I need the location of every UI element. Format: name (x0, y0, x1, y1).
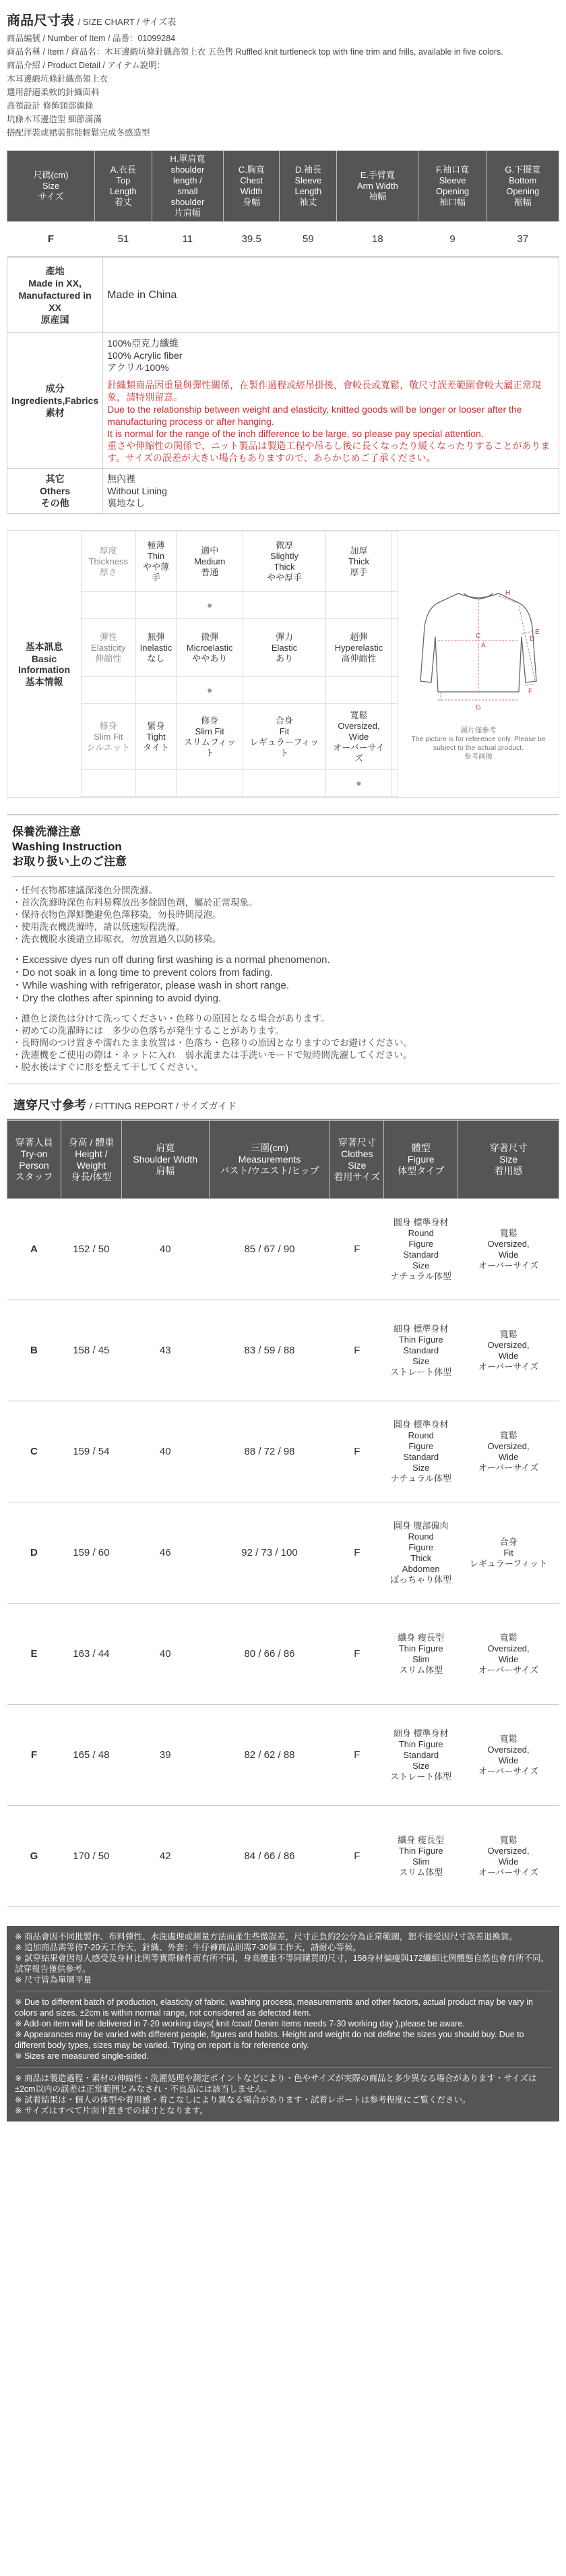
sweater-diagram (411, 566, 546, 722)
washing-line-jp: ・長時間のつけ置きや濡れたまま放置は・色落ち・色移りの原因となりますのでお避けください。 (12, 1038, 412, 1048)
dimension-letter: H (505, 589, 511, 597)
thickness-indicator (135, 592, 177, 619)
elasticity-label: 彈性 Elasticity 伸縮性 (82, 619, 135, 677)
size-header-cell: H.單肩寬 shoulder length / small shoulder 片肩幅 (152, 151, 223, 222)
product-detail-line: 搭配洋裝或裙裝都能輕鬆完成冬感造型 (7, 128, 150, 138)
product-detail-label: 商品介紹 / Product Detail / アイテム說明： (7, 61, 166, 70)
fitting-header-cell: 穿著尺寸 Size 着用感 (458, 1121, 559, 1199)
thickness-indicator (177, 592, 243, 619)
fitting-person-cell: G (7, 1806, 61, 1907)
dimension-line (499, 596, 517, 603)
notes-jp (15, 2073, 551, 2116)
diagram-note: 圖片僅參考 The picture is for reference only. Please be subject to the actual product. 参考画像 (411, 726, 546, 761)
fitting-value-cell: 42 (121, 1806, 209, 1907)
dimension-letter: A (481, 642, 486, 649)
fitting-value-cell: 寬鬆 Oversized, Wide オーバーサイズ (458, 1199, 559, 1300)
fitting-value-cell: 88 / 72 / 98 (209, 1401, 330, 1502)
fitting-value-cell: 83 / 59 / 88 (209, 1300, 330, 1401)
note-line: ※ 尺寸皆為單層平量 (15, 1975, 92, 1985)
note-line-en: ※ Appearances may be varied with different people, figures and habits. Height and weight do not define the sizes you should buy. Due to different body types, sizes may be varied. Trying on report is for reference only. (15, 2030, 524, 2050)
fitting-body (7, 1199, 559, 1907)
fit-option: 緊身 Tight タイト (135, 704, 177, 770)
notes-box (7, 1926, 559, 2121)
elasticity-indicator (326, 677, 392, 704)
washing-line-en: ・Excessive dyes run off during first washing is a normal phenomenon. (12, 954, 330, 966)
washing-line-jp: ・濃色と淡色は分けて洗ってください・色移りの原因となる場合があります。 (12, 1014, 330, 1024)
size-chart-title (7, 13, 176, 28)
others-list (107, 473, 555, 509)
fitting-value-cell: 84 / 66 / 86 (209, 1806, 330, 1907)
composition-line: 100%亞克力纖維 (107, 338, 179, 349)
size-value-cell: 9 (418, 222, 486, 257)
washing-line-en: ・Do not soak in a long time to prevent colors from fading. (12, 967, 273, 978)
size-header-cell: G.下擺寬 Bottom Opening 裾幅 (486, 151, 559, 222)
washing-title: 保養洗滌注意 Washing Instruction お取り扱い上のご注意 (12, 825, 127, 868)
fitting-value-cell: 159 / 60 (61, 1502, 121, 1604)
washing-line-jp: ・脱水後はすぐに形を整えて干してください。 (12, 1062, 203, 1072)
thickness-option: 微厚 Slightly Thick やや厚手 (243, 531, 326, 592)
fitting-value-cell: 163 / 44 (61, 1604, 121, 1705)
fitting-value-cell: 152 / 50 (61, 1199, 121, 1300)
composition-list (107, 337, 555, 374)
others-value (103, 469, 559, 514)
others-line: 無內裡 (107, 473, 136, 484)
note-line: ※ 追加商品需等待7-20天工作天，針織、外套：牛仔褲商品則需7-30個工作天，請耐心等候。 (15, 1943, 361, 1952)
size-label-cell: F (7, 222, 95, 257)
dimension-line (522, 631, 532, 634)
fitting-value-cell: 圓身 標準身材 Round Figure Standard Size ナチュラル体型 (384, 1199, 458, 1300)
fitting-header-cell: 身高 / 體重 Height / Weight 身長/体型 (61, 1121, 121, 1199)
dimension-letter: G (476, 704, 481, 711)
fitting-person-cell: B (7, 1300, 61, 1401)
basic-info-label: 基本訊息 Basic Information 基本情報 (7, 531, 82, 798)
size-chart-header (0, 0, 566, 29)
fitting-value-cell: 159 / 54 (61, 1401, 121, 1502)
washing-line: ・首次洗滌時深色布料易釋放出多餘固色劑，屬於正常現象。 (12, 898, 258, 908)
composition-value (103, 333, 559, 469)
washing-line-en: ・Dry the clothes after spinning to avoid dying. (12, 993, 222, 1004)
fitting-value-cell: 43 (121, 1300, 209, 1401)
fitting-value-cell: F (330, 1401, 384, 1502)
dimension-letter: E (535, 628, 540, 636)
fitting-title-text: 適穿尺寸參考 (13, 1099, 86, 1112)
fitting-header-row (7, 1121, 559, 1199)
fitting-value-cell: F (330, 1502, 384, 1604)
fitting-value-cell: 92 / 73 / 100 (209, 1502, 330, 1604)
composition-line: アクリル100% (107, 362, 169, 373)
fitting-header-cell: 肩寬 Shoulder Width 肩幅 (121, 1121, 209, 1199)
elasticity-indicator (177, 677, 243, 704)
size-header-cell: D.袖長 Sleeve Length 袖丈 (280, 151, 337, 222)
fitting-table (7, 1120, 559, 1907)
washing-line: ・洗衣機脫水後請立即晾衣，勿放置過久以防移染。 (12, 934, 222, 944)
elasticity-indicator (243, 677, 326, 704)
note-line: ※ 試穿結果會因每人感受及身材比例等實際條件而有所不同，身高體重不等同購買的尺寸，158身材偏瘦與172纖細比例體態自然也會有所不同，試穿報告僅供參考。 (15, 1954, 550, 1974)
product-detail-list (7, 72, 559, 140)
fitting-row (7, 1502, 559, 1604)
product-detail-line: 木耳邊緞坑條針織高領上衣 (7, 74, 108, 84)
fitting-row (7, 1401, 559, 1502)
fitting-row (7, 1806, 559, 1907)
title-text: 商品尺寸表 (7, 13, 74, 28)
washing-instruction (7, 814, 559, 1084)
fitting-value-cell: 40 (121, 1401, 209, 1502)
fitting-value-cell: F (330, 1705, 384, 1806)
thickness-option: 極薄 Thin やや薄手 (135, 531, 177, 592)
fitting-person-cell: F (7, 1705, 61, 1806)
elasticity-spacer (391, 677, 398, 704)
title-subtitle: / SIZE CHART / サイズ表 (77, 17, 177, 27)
fitting-value-cell: 寬鬆 Oversized, Wide オーバーサイズ (458, 1705, 559, 1806)
others-line: 裏地なし (107, 498, 146, 508)
fit-option: 寬鬆 Oversized, Wide オーバーサイズ (326, 704, 392, 770)
product-number: 商品編號 / Number of Item / 品番：01099284 (7, 34, 176, 43)
fitting-value-cell: 170 / 50 (61, 1806, 121, 1907)
fitting-row (7, 1604, 559, 1705)
dimension-lines (438, 596, 536, 701)
fitting-row (7, 1705, 559, 1806)
fitting-value-cell: 纖身 瘦長型 Thin Figure Slim スリム体型 (384, 1604, 458, 1705)
fitting-header-cell: 三圍(cm) Measurements バスト/ウエスト/ヒップ (209, 1121, 330, 1199)
fitting-row (7, 1199, 559, 1300)
fit-indicator (243, 770, 326, 797)
size-value-cell: 51 (95, 222, 152, 257)
washing-en-list (12, 954, 554, 1005)
fitting-value-cell: 細身 標準身材 Thin Figure Standard Size ストレート体型 (384, 1300, 458, 1401)
fitting-value-cell: 纖身 瘦長型 Thin Figure Slim スリム体型 (384, 1806, 458, 1907)
others-row (7, 469, 559, 514)
note-line-en: ※ Sizes are measured single-sided. (15, 2051, 149, 2061)
fitting-value-cell: 82 / 62 / 88 (209, 1705, 330, 1806)
washing-jp-list (12, 1013, 554, 1074)
elasticity-option: 彈力 Elastic あり (243, 619, 326, 677)
washing-line: ・保持衣物色澤鮮艷避免色澤移染，勿長時間浸泡。 (12, 910, 222, 920)
notes-en (15, 1997, 551, 2061)
fitting-value-cell: F (330, 1806, 384, 1907)
fitting-person-cell: C (7, 1401, 61, 1502)
size-value-cell: 11 (152, 222, 223, 257)
fitting-row (7, 1300, 559, 1401)
fitting-person-cell: E (7, 1604, 61, 1705)
fitting-value-cell: 寬鬆 Oversized, Wide オーバーサイズ (458, 1401, 559, 1502)
product-info (0, 29, 566, 145)
selected-dot: ● (206, 684, 213, 695)
size-value-cell: 59 (280, 222, 337, 257)
fitting-value-cell: 細身 標準身材 Thin Figure Standard Size ストレート体型 (384, 1705, 458, 1806)
fitting-value-cell: 40 (121, 1199, 209, 1300)
fit-label: 修身 Slim Fit シルエット (82, 704, 135, 770)
basic-info-table (7, 530, 559, 798)
size-value-cell: 18 (337, 222, 418, 257)
size-value-cell: 37 (486, 222, 559, 257)
fitting-value-cell: 80 / 66 / 86 (209, 1604, 330, 1705)
origin-row (7, 258, 559, 333)
fitting-value-cell: F (330, 1199, 384, 1300)
size-chart-header-row (7, 151, 559, 222)
composition-row (7, 333, 559, 469)
washing-zh-list (12, 885, 554, 945)
elasticity-option: 微彈 Microelastic ややあり (177, 619, 243, 677)
fitting-person-cell: A (7, 1199, 61, 1300)
fitting-value-cell: 圓身 腹部偏肉 Round Figure Thick Abdomen ぽっちゃり体型 (384, 1502, 458, 1604)
note-line-en: ※ Add-on item will be delivered in 7-20 working days( knit /coat/ Denim items needs 7-30 working day ),please be aware. (15, 2019, 465, 2028)
size-row (7, 222, 559, 257)
note-line-en: ※ Due to different batch of production, elasticity of fabric, washing process, measurements and other factors, actual product may be vary in colors and sizes. ±2cm is within normal range, not considered as defected item. (15, 1997, 533, 2018)
thickness-option: 加厚 Thick 厚手 (326, 531, 392, 592)
fitting-value-cell: 寬鬆 Oversized, Wide オーバーサイズ (458, 1300, 559, 1401)
fitting-value-cell: F (330, 1604, 384, 1705)
size-chart-table (7, 150, 559, 257)
fitting-value-cell: 85 / 67 / 90 (209, 1199, 330, 1300)
origin-label: 產地 Made in XX, Manufactured in XX 原産国 (7, 258, 103, 333)
fitting-header-cell: 體型 Figure 体型タイプ (384, 1121, 458, 1199)
product-detail-line: 選用舒適柔軟的針織面料 (7, 88, 100, 97)
note-line-jp: ※ 試着結果は・個人の体型や着用感・着こなしにより異なる場合があります・試着レポートは参考程度にご覧ください。 (15, 2095, 471, 2105)
fitting-report-title (7, 1084, 559, 1120)
fit-option: 合身 Fit レギュラーフィット (243, 704, 326, 770)
elasticity-option: 超彈 Hyperelastic 高伸縮性 (326, 619, 392, 677)
material-table (7, 257, 559, 514)
composition-label: 成分 Ingredients,Fabrics 素材 (7, 333, 103, 469)
fitting-person-cell: D (7, 1502, 61, 1604)
thickness-indicator (243, 592, 326, 619)
fitting-value-cell: 寬鬆 Oversized, Wide オーバーサイズ (458, 1806, 559, 1907)
garment-diagram-cell (398, 531, 559, 798)
fitting-value-cell: 39 (121, 1705, 209, 1806)
washing-line: ・任何衣物都建議深淺色分開洗滌。 (12, 885, 158, 896)
knit-warning: 針織類商品因重量與彈性關係，在製作過程或經吊掛後，會較長或寬鬆，敬尺寸誤差範圍會較大屬正常現象，請特別留意。 Due to the relationship between weight and elasticity, knitted goods will be longer or looser after the manufacturing process or after hanging. It is normal for the range of the inch difference to be large, so please pay special attention. 重さや伸縮性の関係で、ニット製品は製造工程や吊るし後に長くなったり緩くなったりすることがあります。サイズの誤差が大きい場合もありますので、あらかじめご了承ください。 (107, 380, 551, 463)
size-chart-body (7, 222, 559, 257)
dimension-labels (476, 589, 540, 711)
dimension-letter: F (528, 688, 533, 695)
fit-option: 修身 Slim Fit スリムフィット (177, 704, 243, 770)
neckline (464, 593, 493, 599)
note-line-jp: ※ 商品は製造過程・素材の伸縮性・洗濯処理や測定ポイントなどにより・色やサイズが実際の商品と多少異なる場合があります・サイズは±2cm以内の誤差は正常範囲とみなされ・不良品には該当しません。 (15, 2074, 537, 2094)
fit-spacer (391, 704, 398, 770)
dimension-line (526, 684, 536, 685)
dimension-letter: D (530, 635, 535, 643)
elasticity-option: 無彈 Inelastic なし (135, 619, 177, 677)
fitting-header-cell: 穿著尺寸 Clothes Size 着用サイズ (330, 1121, 384, 1199)
fit-indicator (135, 770, 177, 797)
size-header-cell: F.袖口寬 Sleeve Opening 袖口幅 (418, 151, 486, 222)
washing-line-jp: ・洗濯機をご使用の際は・ネットに入れ 弱水流または手洗いモードで短時間洗濯してください。 (12, 1050, 412, 1060)
thickness-indicator (326, 592, 392, 619)
fitting-value-cell: 158 / 45 (61, 1300, 121, 1401)
product-name: 商品名稱 / Item / 商品名：木耳邊緞坑條針織高領上衣 五色售 Ruffled knit turtleneck top with fine trim and frills, available in five colors. (7, 47, 503, 57)
notes-zh (15, 1931, 551, 1985)
thickness-spacer (391, 592, 398, 619)
fit-indicator (326, 770, 392, 797)
basic-info-grid (82, 531, 398, 797)
size-header-cell: A.衣長 Top Length 着丈 (95, 151, 152, 222)
fitting-value-cell: 40 (121, 1604, 209, 1705)
fitting-value-cell: F (330, 1300, 384, 1401)
fitting-subtitle: / FITTING REPORT / サイズガイド (90, 1101, 237, 1111)
origin-value: Made in China (103, 258, 559, 333)
elasticity-indicator (135, 677, 177, 704)
washing-line-jp: ・初めての洗濯時には 多少の色落ちが発生することがあります。 (12, 1026, 284, 1036)
selected-dot: ● (206, 599, 213, 610)
note-line-jp: ※ サイズはすべて片面平置きでの採寸となります。 (15, 2106, 208, 2115)
washing-line: ・使用洗衣機洗滌時，請以低速短程洗滌。 (12, 922, 185, 932)
selected-dot: ● (356, 778, 362, 788)
fitting-value-cell: 165 / 48 (61, 1705, 121, 1806)
thickness-option: 適中 Medium 普通 (177, 531, 243, 592)
fitting-value-cell: 圓身 標準身材 Round Figure Standard Size ナチュラル体型 (384, 1401, 458, 1502)
thickness-spacer (391, 531, 398, 592)
size-header-cell: 尺碼(cm) Size サイズ (7, 151, 95, 222)
note-line: ※ 商品會因不同批製作、布料彈性、水洗處理或測量方法而產生些微誤差，尺寸正負約2公分為正常範圍，恕不接受因尺寸誤差退換貨。 (15, 1932, 517, 1941)
elasticity-spacer (391, 619, 398, 677)
dimension-letter: C (476, 633, 481, 640)
thickness-label: 厚度 Thickness 厚さ (82, 531, 135, 592)
product-detail-line: 坑條木耳邊造型 細節滿滿 (7, 115, 102, 124)
washing-line-en: ・While washing with refrigerator, please wash in short range. (12, 980, 290, 991)
size-header-cell: C.胸寬 Chest Width 身幅 (223, 151, 280, 222)
fitting-value-cell: 寬鬆 Oversized, Wide オーバーサイズ (458, 1604, 559, 1705)
composition-line: 100% Acrylic fiber (107, 350, 183, 361)
fit-indicator (177, 770, 243, 797)
product-detail-line: 高領設計 修飾頸部線條 (7, 101, 94, 111)
others-label: 其它 Others その他 (7, 469, 103, 514)
fitting-header-cell: 穿著人員 Try-on Person スタッフ (7, 1121, 61, 1199)
fitting-value-cell: 合身 Fit レギュラーフィット (458, 1502, 559, 1604)
others-line: Without Lining (107, 486, 167, 496)
fitting-value-cell: 46 (121, 1502, 209, 1604)
size-value-cell: 39.5 (223, 222, 280, 257)
fit-spacer (391, 770, 398, 797)
size-header-cell: E.手臂寬 Arm Width 袖幅 (337, 151, 418, 222)
